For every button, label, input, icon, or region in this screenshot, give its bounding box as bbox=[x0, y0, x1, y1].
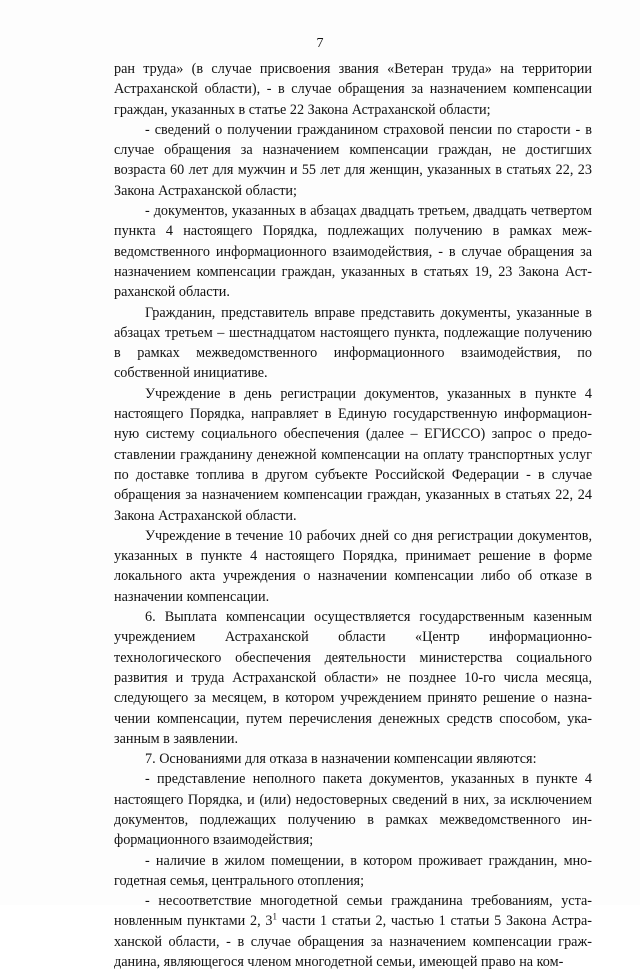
paragraph-own-initiative: Гражданин, представитель вправе представить документы, указанные в абзацах третьем – шестнадцатом настоящего пункта, подлежащие получению в рамках межведомственного информационного взаимодействия, по собственной инициативе. bbox=[114, 304, 592, 382]
paragraph-pension-info: - сведений о получении гражданином страховой пенсии по старости - в случае обращения за назначением компенсации граждан, не достигших возраста 60 лет для мужчин и 55 лет для женщин, указанных в статьях 22, 23 Закона Астраханской области; bbox=[114, 121, 592, 199]
paragraph-documents-list: - документов, указанных в абзацах двадцать третьем, двадцать четвертом пункта 4 настоящего Порядка, подлежащих получению в рамках межведомственного информационного взаимодействия, - в случае обращения за назначением компенсации граждан, указанных в статьях 19, 23 Закона Астраханской области. bbox=[114, 203, 592, 301]
paragraph-nonconformity bbox=[114, 891, 592, 972]
document-body bbox=[114, 59, 592, 972]
paragraph-decision-term: Учреждение в течение 10 рабочих дней со дня регистрации документов, указанных в пункте 4 настоящего Порядка, принимает решение в форме локального акта учреждения о назначении компенсации либо об отказе в назначении компенсации. bbox=[114, 527, 592, 605]
paragraph-item-6-payment: 6. Выплата компенсации осуществляется государственным казенным учреждением Астраханской области «Центр информационно-технологического обеспечения деятельности министерства социального развития и труда Астраханской области» не позднее 10-го числа месяца, следующего за месяцем, в котором учреждением принято решение о назначении компенсации, путем перечисления денежных средств способом, указанным в заявлении. bbox=[114, 609, 592, 747]
paragraph-item-7-heading: 7. Основаниями для отказа в назначении компенсации являются: bbox=[145, 751, 537, 768]
paragraph-continuation: ран труда» (в случае присвоения звания «Ветеран труда» на территории Астраханской области), - в случае обращения за назначением компенсации граждан, указанных в статье 22 Закона Астраханской области; bbox=[114, 61, 592, 118]
paragraph-incomplete-docs: - представление неполного пакета документов, указанных в пункте 4 настоящего Порядка, и (или) недостоверных сведений в них, за исключением документов, подлежащих получению в рамках межведомственного информационного взаимодействия; bbox=[114, 771, 592, 849]
paragraph-central-heating: - наличие в жилом помещении, в котором проживает гражданин, многодетная семья, центрального отопления; bbox=[114, 852, 592, 889]
text-before-sup: - несоответствие многодетной семьи гражданина требованиям, установленным пунктами 2, 3 bbox=[114, 893, 592, 930]
text-after-sup: части 1 статьи 2, частью 1 статьи 5 Закона Астраханской области, - в случае обращения за назначением компенсации гражданина, являющегося членом многодетной семьи, имеющей право на ком- bbox=[114, 913, 593, 971]
page-number: 7 bbox=[316, 36, 324, 51]
superscript-index: 1 bbox=[272, 911, 278, 922]
paragraph-egisso-request: Учреждение в день регистрации документов, указанных в пункте 4 настоящего Порядка, направляет в Единую государственную информационную систему социального обеспечения (далее – ЕГИССО) запрос о предоставлении гражданину денежной компенсации на оплату транспортных услуг по доставке топлива в другом субъекте Российской Федерации - в случае обращения за назначением компенсации граждан, указанных в статьях 22, 24 Закона Астраханской области. bbox=[114, 385, 592, 524]
